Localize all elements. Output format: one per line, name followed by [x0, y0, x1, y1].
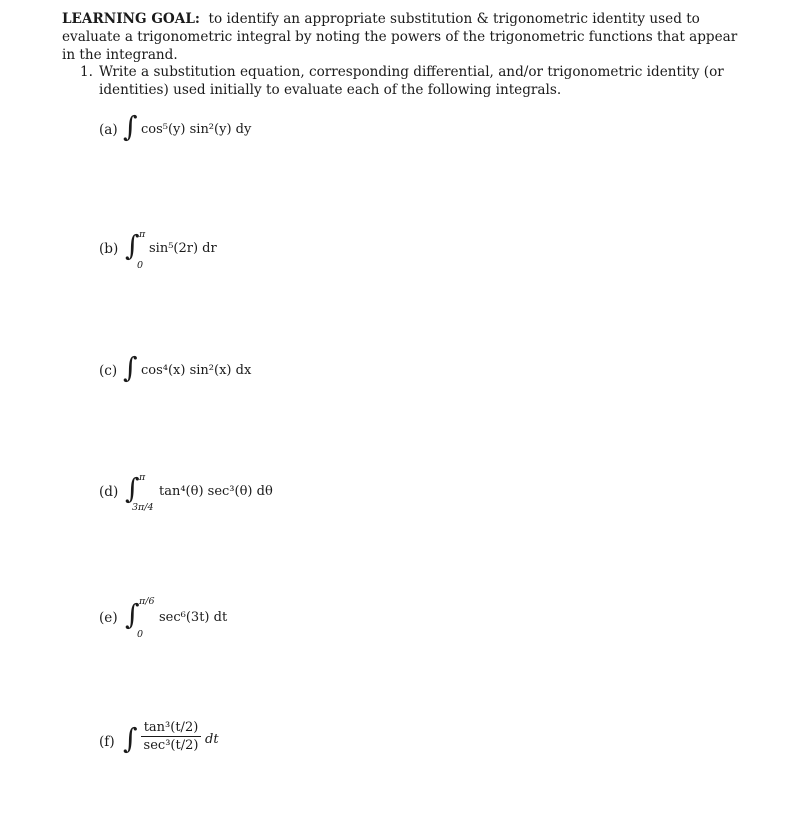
question-text: Write a substitution equation, corresponding differential, and/or trigonometric identity (or identities) used initially to evaluate each of the following integrals. — [99, 64, 724, 98]
part-a-integrand: cos⁵(y) sin²(y) dy — [141, 122, 252, 137]
part-b-label: (b) — [99, 241, 119, 257]
integral-sign: ∫ — [123, 110, 138, 143]
upper-limit: π — [139, 472, 146, 483]
part-a-label: (a) — [99, 122, 118, 138]
part-f-differential: dt — [205, 732, 219, 747]
part-f-label: (f) — [99, 734, 115, 750]
lower-limit: 0 — [137, 260, 144, 271]
fraction-bar — [141, 736, 201, 737]
part-d-integrand: tan⁴(θ) sec³(θ) dθ — [159, 484, 273, 499]
upper-limit: π — [139, 229, 146, 240]
learning-goal-label: LEARNING GOAL: — [62, 11, 200, 27]
part-b — [99, 230, 399, 280]
part-d — [99, 470, 399, 520]
part-c-integrand: cos⁴(x) sin²(x) dx — [141, 363, 252, 378]
part-e-integrand: sec⁶(3t) dt — [159, 610, 228, 625]
part-f-fraction — [141, 720, 201, 753]
part-e-label: (e) — [99, 610, 118, 626]
part-f — [99, 718, 399, 768]
learning-goal-text: to identify an appropriate substitution & trigonometric identity used to evaluate a trigonometric integral by noting the powers of the trigonometric functions that appear in the integrand. — [62, 11, 738, 63]
fraction-denominator: sec³(t/2) — [143, 738, 199, 753]
upper-limit: π/6 — [139, 596, 155, 607]
integral-sign: ∫ — [125, 229, 140, 262]
lower-limit: 0 — [137, 629, 144, 640]
part-c-label: (c) — [99, 363, 118, 379]
part-a — [99, 110, 399, 153]
integral-sign: ∫ — [123, 722, 138, 755]
part-d-label: (d) — [99, 484, 119, 500]
integral-sign: ∫ — [123, 351, 138, 384]
integral-sign: ∫ — [125, 472, 140, 505]
question-number: 1. — [80, 64, 93, 80]
part-b-integrand: sin⁵(2r) dr — [149, 241, 217, 256]
learning-goal — [62, 10, 742, 64]
integral-sign: ∫ — [125, 598, 140, 631]
part-c — [99, 353, 399, 393]
fraction-numerator: tan³(t/2) — [143, 720, 199, 735]
lower-limit: 3π/4 — [132, 502, 154, 513]
part-e — [99, 595, 399, 645]
